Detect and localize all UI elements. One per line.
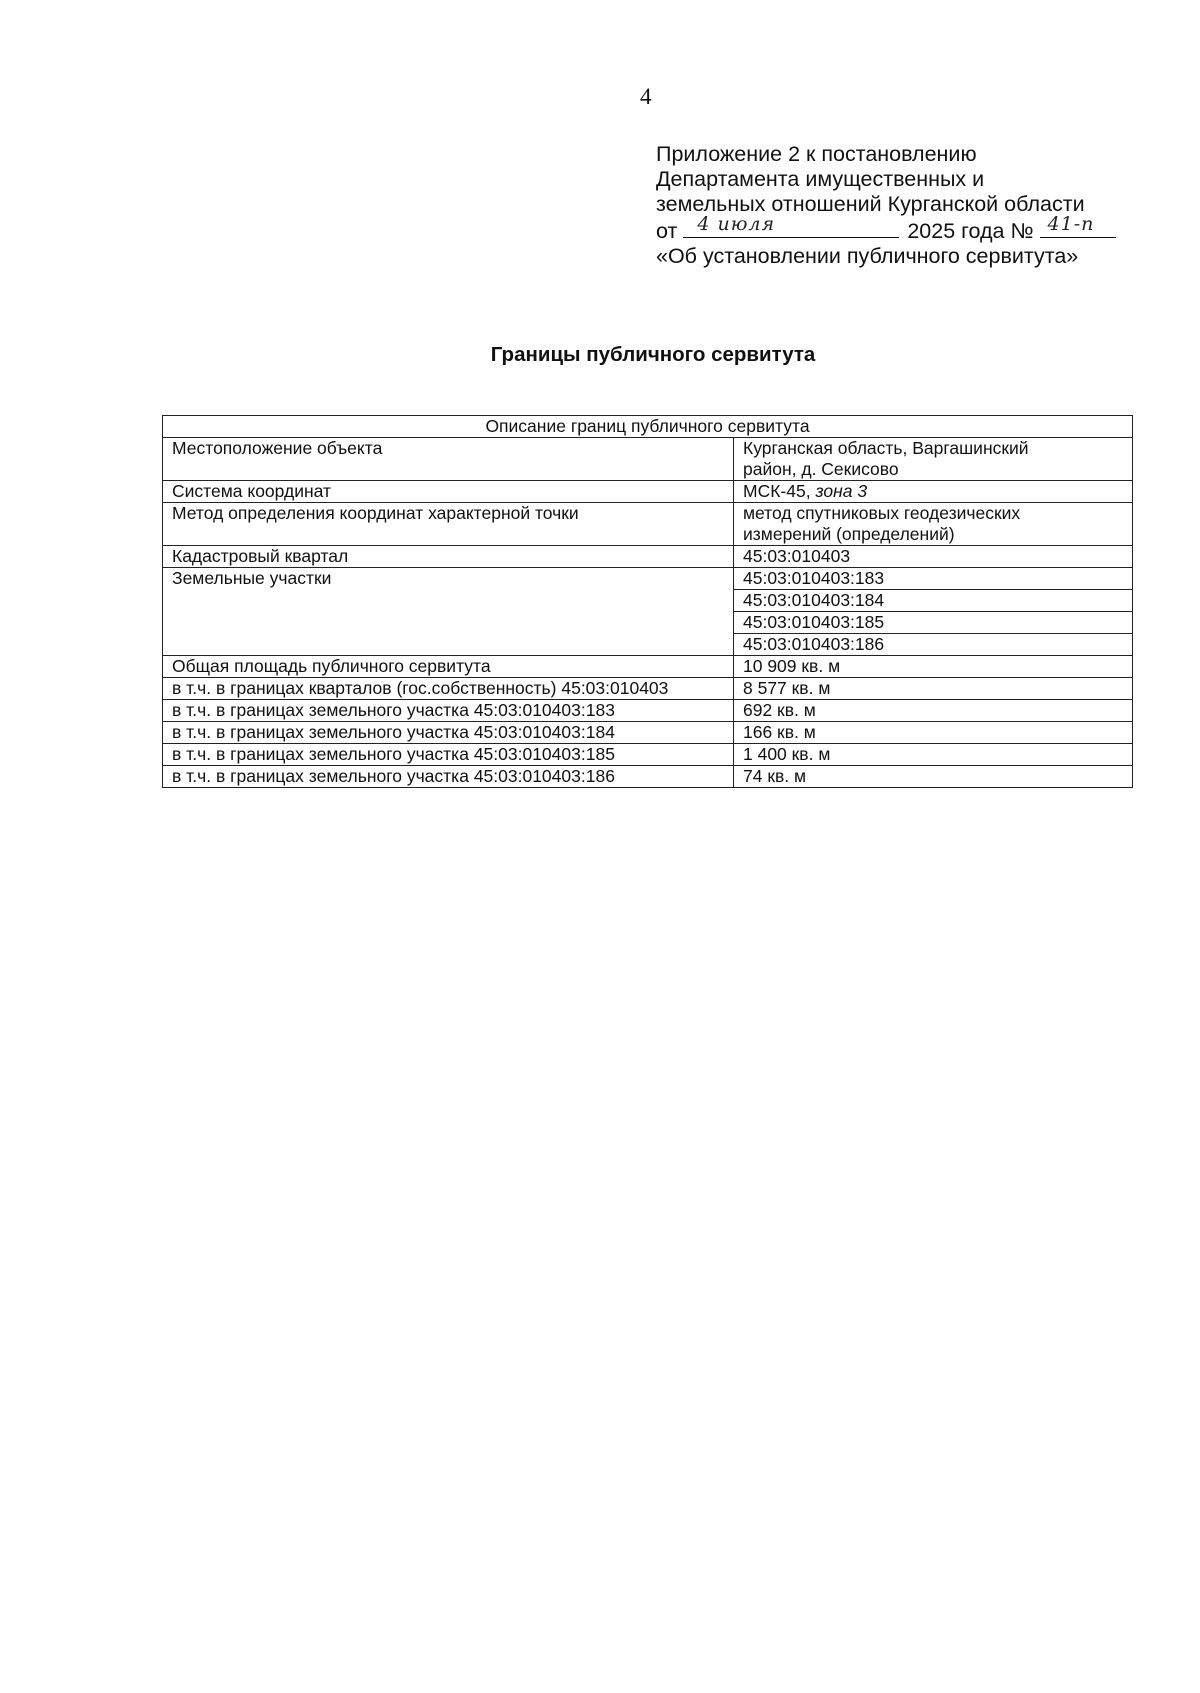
number-blank: [1040, 213, 1116, 238]
coords-value: [734, 481, 1133, 503]
breakdown-label: в т.ч. в границах земельного участка 45:03:010403:185: [163, 744, 734, 766]
breakdown-value: 166 кв. м: [734, 722, 1133, 744]
table-row: [163, 656, 1133, 678]
appendix-line-1: Приложение 2 к постановлению: [656, 142, 977, 166]
table-row: [163, 722, 1133, 744]
plot-value: 45:03:010403:184: [734, 590, 1133, 612]
date-prefix: от: [656, 219, 678, 243]
method-value: [734, 503, 1133, 546]
document-title: Границы публичного сервитута: [490, 343, 816, 366]
table-row: [163, 766, 1133, 788]
breakdown-value: 74 кв. м: [734, 766, 1133, 788]
table-row: [163, 568, 1133, 590]
location-value-line-2: район, д. Секисово: [743, 459, 899, 479]
appendix-header: [656, 142, 1116, 269]
plot-value: 45:03:010403:186: [734, 634, 1133, 656]
plot-value: 45:03:010403:185: [734, 612, 1133, 634]
location-value: [734, 438, 1133, 481]
coords-value-zone: зона 3: [815, 481, 868, 501]
breakdown-value: 1 400 кв. м: [734, 744, 1133, 766]
breakdown-label: в т.ч. в границах кварталов (гос.собственность) 45:03:010403: [163, 678, 734, 700]
table-row: [163, 503, 1133, 546]
table-row: [163, 678, 1133, 700]
method-value-line-1: метод спутниковых геодезических: [743, 503, 1021, 523]
plot-value: 45:03:010403:183: [734, 568, 1133, 590]
quarter-label: Кадастровый квартал: [163, 546, 734, 568]
table-row: [163, 481, 1133, 503]
breakdown-label: в т.ч. в границах земельного участка 45:03:010403:183: [163, 700, 734, 722]
table-row: [163, 438, 1133, 481]
coords-value-main: МСК-45,: [743, 481, 816, 501]
location-value-line-1: Курганская область, Варгашинский: [743, 438, 1029, 458]
page-number: 4: [640, 84, 652, 109]
total-area-label: Общая площадь публичного сервитута: [163, 656, 734, 678]
boundaries-table: [162, 415, 1133, 788]
appendix-line-3: земельных отношений Курганской области: [656, 192, 1085, 216]
appendix-line-2: Департамента имущественных и: [656, 167, 985, 191]
breakdown-label: в т.ч. в границах земельного участка 45:03:010403:186: [163, 766, 734, 788]
plots-label: Земельные участки: [163, 568, 734, 656]
table-caption: Описание границ публичного сервитута: [163, 416, 1133, 438]
date-blank: [683, 213, 899, 238]
breakdown-label: в т.ч. в границах земельного участка 45:03:010403:184: [163, 722, 734, 744]
appendix-date-line: [656, 213, 1116, 244]
table-row: [163, 700, 1133, 722]
handwritten-number: 41-п: [1047, 213, 1095, 235]
year-text: 2025 года №: [907, 219, 1034, 243]
appendix-line-5: «Об установлении публичного сервитута»: [656, 244, 1079, 268]
table-caption-row: [163, 416, 1133, 438]
breakdown-value: 8 577 кв. м: [734, 678, 1133, 700]
method-label: Метод определения координат характерной точки: [163, 503, 734, 546]
table-row: [163, 546, 1133, 568]
location-label: Местоположение объекта: [163, 438, 734, 481]
method-value-line-2: измерений (определений): [743, 524, 955, 544]
breakdown-value: 692 кв. м: [734, 700, 1133, 722]
total-area-value: 10 909 кв. м: [734, 656, 1133, 678]
handwritten-date: 4 июля: [697, 213, 776, 235]
table-row: [163, 744, 1133, 766]
coords-label: Система координат: [163, 481, 734, 503]
quarter-value: 45:03:010403: [734, 546, 1133, 568]
